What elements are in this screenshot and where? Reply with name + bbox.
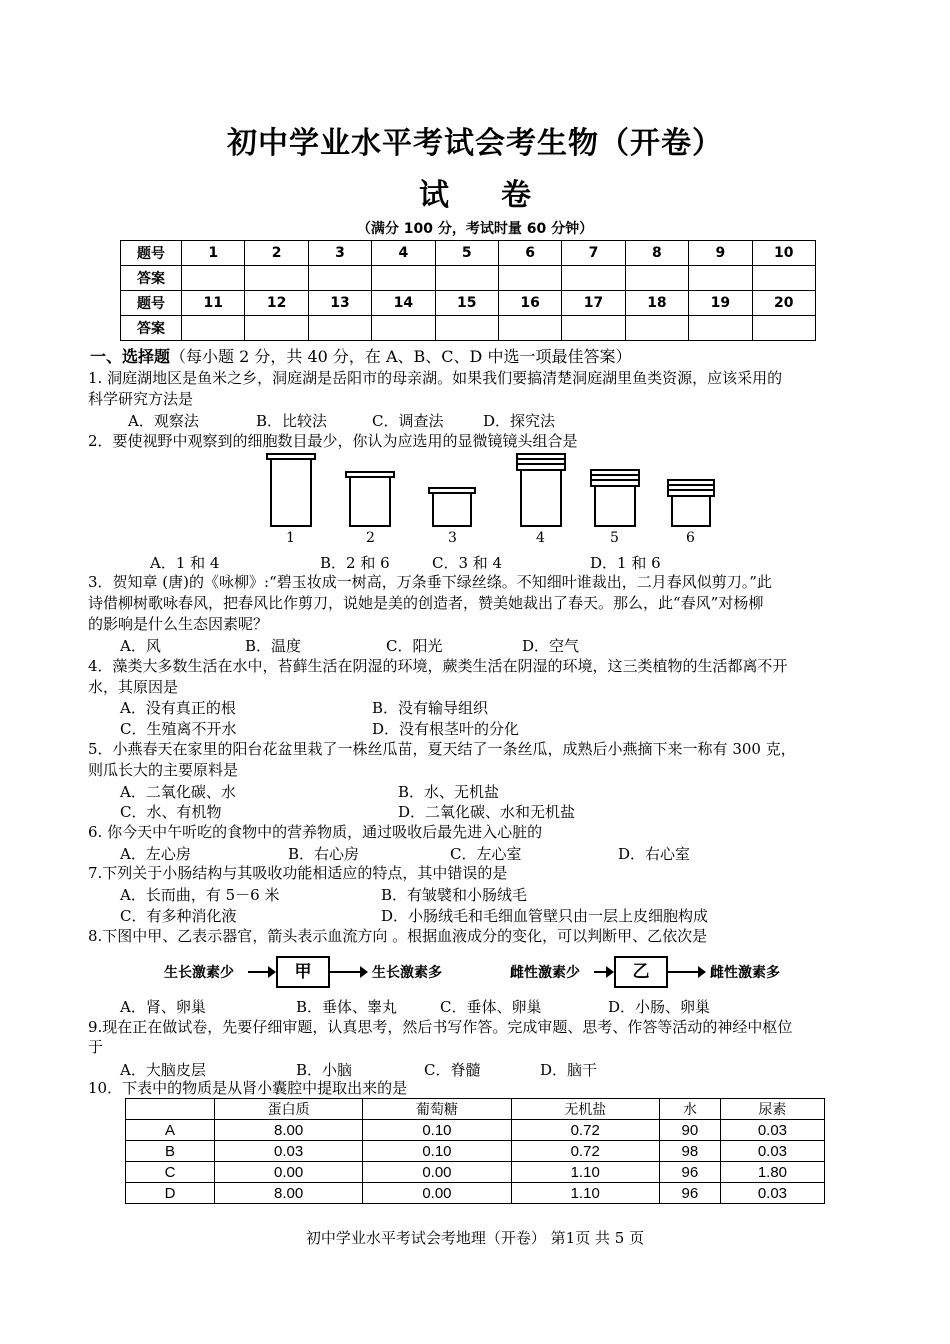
grid-number: 9 [689, 241, 752, 266]
q8-option-a[interactable]: A．肾、卵巢 [120, 998, 206, 1016]
table-cell: 0.10 [363, 1120, 511, 1141]
q8-stem: 8.下图中甲、乙表示器官，箭头表示血流方向 。根据血液成分的变化，可以判断甲、乙依次是 [88, 927, 708, 945]
microscope-lens-figure [0, 450, 950, 550]
answer-grid-row [121, 291, 816, 316]
q2-option-a[interactable]: A．1 和 4 [150, 554, 220, 572]
q1-stem-line2: 科学研究方法是 [88, 390, 194, 408]
q3-stem-line1: 3．贺知章 (唐)的《咏柳》:“碧玉妆成一树高，万条垂下绿丝绦。不知细叶谁裁出，二月春风似剪刀。”此 [88, 573, 772, 591]
grid-number: 8 [625, 241, 688, 266]
grid-number: 3 [308, 241, 371, 266]
answer-cell[interactable] [752, 316, 815, 341]
section-heading [90, 344, 631, 367]
answer-cell[interactable] [625, 316, 688, 341]
table-cell: C [126, 1162, 215, 1183]
q8-option-c[interactable]: C．垂体、卵巢 [440, 998, 542, 1016]
grid-number: 18 [625, 291, 688, 316]
q5-option-c[interactable]: C．水、有机物 [120, 803, 222, 821]
q1-option-d[interactable]: D．探究法 [483, 412, 556, 430]
grid-number: 15 [435, 291, 498, 316]
q3-stem-line2: 诗借柳树歌咏春风，把春风比作剪刀，说她是美的创造者，赞美她裁出了春天。那么，此“春风”对杨柳 [88, 594, 764, 612]
table-header: 无机盐 [511, 1099, 659, 1120]
grid-number: 2 [245, 241, 308, 266]
q8-option-b[interactable]: B．垂体、睾丸 [296, 998, 398, 1016]
table-cell: 0.03 [720, 1183, 824, 1204]
q6-stem: 6. 你今天中午听吃的食物中的营养物质，通过吸收后最先进入心脏的 [88, 823, 543, 841]
exam-subtitle [0, 170, 950, 214]
answer-grid-row [121, 266, 816, 291]
table-cell: 98 [659, 1141, 720, 1162]
hormone-flow-diagram [0, 956, 950, 990]
q3-option-a[interactable]: A．风 [120, 637, 161, 655]
table-cell: 0.03 [215, 1141, 363, 1162]
answer-cell[interactable] [372, 316, 435, 341]
q7-option-b[interactable]: B．有皱襞和小肠绒毛 [381, 886, 528, 904]
q7-option-a[interactable]: A．长而曲，有 5－6 米 [120, 886, 280, 904]
q6-option-a[interactable]: A．左心房 [120, 845, 191, 863]
grid-number: 11 [182, 291, 245, 316]
answer-cell[interactable] [689, 266, 752, 291]
table-header: 水 [659, 1099, 720, 1120]
q3-option-d[interactable]: D．空气 [522, 637, 580, 655]
table-cell: A [126, 1120, 215, 1141]
grid-number: 4 [372, 241, 435, 266]
table-cell: B [126, 1141, 215, 1162]
table-header [126, 1099, 215, 1120]
table-cell: 0.03 [720, 1141, 824, 1162]
q4-stem-line1: 4．藻类大多数生活在水中，苔藓生活在阴湿的环境，蕨类生活在阴湿的环境，这三类植物的生活都离不开 [88, 657, 788, 675]
q5-stem-line2: 则瓜长大的主要原料是 [88, 761, 239, 779]
q5-option-b[interactable]: B．水、无机盐 [398, 783, 500, 801]
lens-6-icon [672, 496, 710, 526]
exam-title: 初中学业水平考试会考生物（开卷） [227, 126, 723, 161]
q1-stem-line1: 1. 洞庭湖地区是鱼米之乡，洞庭湖是岳阳市的母亲湖。如果我们要搞清楚洞庭湖里鱼类资源，应该采用的 [88, 369, 783, 387]
table-header-row [126, 1099, 825, 1120]
answer-cell[interactable] [562, 316, 625, 341]
table-cell: 96 [659, 1183, 720, 1204]
answer-cell[interactable] [562, 266, 625, 291]
table-cell: 0.00 [363, 1162, 511, 1183]
answer-cell[interactable] [689, 316, 752, 341]
organ-jia-box: 甲 [276, 956, 330, 988]
lens-label: 6 [686, 530, 695, 546]
q7-option-c[interactable]: C．有多种消化液 [120, 907, 237, 925]
table-header: 尿素 [720, 1099, 824, 1120]
grid-number: 1 [182, 241, 245, 266]
q5-option-a[interactable]: A．二氧化碳、水 [120, 783, 236, 801]
q5-stem-line1: 5．小燕春天在家里的阳台花盆里栽了一株丝瓜苗，夏天结了一条丝瓜，成熟后小燕摘下来一称有 300 克， [88, 740, 796, 758]
table-cell: D [126, 1183, 215, 1204]
q1-option-b[interactable]: B．比较法 [256, 412, 328, 430]
q9-option-d[interactable]: D．脑干 [540, 1061, 598, 1079]
grid-number: 20 [752, 291, 815, 316]
q2-stem: 2．要使视野中观察到的细胞数目最少，你认为应选用的显微镜镜头组合是 [88, 432, 578, 450]
table-cell: 8.00 [215, 1183, 363, 1204]
lens-4-icon [521, 470, 561, 526]
section-title: 一、选择题 [90, 347, 171, 366]
table-row [126, 1183, 825, 1204]
lens-label: 5 [610, 530, 619, 546]
table-cell: 96 [659, 1162, 720, 1183]
q6-option-b[interactable]: B．右心房 [288, 845, 360, 863]
flow-label: 生长激素多 [372, 965, 442, 981]
q4-stem-line2: 水，其原因是 [88, 678, 179, 696]
answer-cell[interactable] [435, 316, 498, 341]
table-header: 蛋白质 [215, 1099, 363, 1120]
answer-cell[interactable] [498, 316, 561, 341]
table-header: 葡萄糖 [363, 1099, 511, 1120]
lens-3-icon [433, 492, 471, 526]
q3-option-b[interactable]: B．温度 [245, 637, 302, 655]
q7-stem: 7.下列关于小肠结构与其吸收功能相适应的特点，其中错误的是 [88, 864, 508, 882]
grid-label: 题号 [121, 291, 182, 316]
answer-cell[interactable] [308, 316, 371, 341]
table-cell: 1.10 [511, 1183, 659, 1204]
organ-yi-box: 乙 [614, 956, 668, 988]
answer-cell[interactable] [245, 316, 308, 341]
arrow-right-icon [248, 971, 274, 973]
table-cell: 1.80 [720, 1162, 824, 1183]
table-cell: 0.10 [363, 1141, 511, 1162]
answer-cell[interactable] [245, 266, 308, 291]
grid-number: 17 [562, 291, 625, 316]
table-cell: 0.03 [720, 1120, 824, 1141]
lens-1-icon [271, 458, 311, 526]
subtitle-char-1: 试 [419, 178, 449, 213]
answer-cell[interactable] [308, 266, 371, 291]
answer-cell[interactable] [752, 266, 815, 291]
q4-option-d[interactable]: D．没有根茎叶的分化 [372, 720, 520, 738]
q2-option-b[interactable]: B．2 和 6 [320, 554, 390, 572]
lens-label: 4 [536, 530, 545, 546]
lens-label: 3 [448, 530, 457, 546]
answer-cell[interactable] [182, 266, 245, 291]
q4-option-b[interactable]: B．没有输导组织 [372, 699, 489, 717]
table-cell: 90 [659, 1120, 720, 1141]
subtitle-char-2: 卷 [501, 178, 531, 213]
table-cell: 0.72 [511, 1141, 659, 1162]
table-row [126, 1141, 825, 1162]
grid-number: 12 [245, 291, 308, 316]
flow-label: 雌性激素多 [710, 965, 780, 981]
q7-option-d[interactable]: D．小肠绒毛和毛细血管壁只由一层上皮细胞构成 [381, 907, 709, 925]
table-cell: 0.72 [511, 1120, 659, 1141]
lens-5-icon [595, 486, 635, 526]
q6-option-d[interactable]: D．右心室 [618, 845, 691, 863]
table-cell: 0.00 [215, 1162, 363, 1183]
q9-option-a[interactable]: A．大脑皮层 [120, 1061, 206, 1079]
q9-option-b[interactable]: B．小脑 [296, 1061, 353, 1079]
grid-label: 题号 [121, 241, 182, 266]
grid-number: 16 [498, 291, 561, 316]
arrow-right-icon [668, 971, 704, 973]
grid-label: 答案 [121, 266, 182, 291]
table-cell: 8.00 [215, 1120, 363, 1141]
answer-cell[interactable] [372, 266, 435, 291]
flow-label: 雌性激素少 [510, 965, 580, 981]
answer-grid [120, 240, 816, 341]
answer-grid-row [121, 241, 816, 266]
q1-option-c[interactable]: C．调查法 [372, 412, 444, 430]
q4-option-a[interactable]: A．没有真正的根 [120, 699, 236, 717]
page-footer: 初中学业水平考试会考地理（开卷） 第1页 共 5 页 [305, 1229, 645, 1247]
lens-2-icon [350, 476, 390, 526]
grid-number: 14 [372, 291, 435, 316]
grid-number: 7 [562, 241, 625, 266]
table-row [126, 1162, 825, 1183]
grid-number: 13 [308, 291, 371, 316]
table-cell: 1.10 [511, 1162, 659, 1183]
answer-cell[interactable] [182, 316, 245, 341]
q3-option-c[interactable]: C．阳光 [386, 637, 443, 655]
answer-cell[interactable] [625, 266, 688, 291]
exam-note: （满分 100 分，考试时量 60 分钟） [356, 221, 594, 237]
q2-option-d[interactable]: D．1 和 6 [590, 554, 661, 572]
answer-cell[interactable] [498, 266, 561, 291]
lens-label: 1 [286, 530, 295, 546]
section-desc: （每小题 2 分，共 40 分，在 A、B、C、D 中选一项最佳答案） [170, 347, 632, 366]
grid-number: 5 [435, 241, 498, 266]
answer-grid-row [121, 316, 816, 341]
arrow-right-icon [330, 971, 366, 973]
arrow-right-icon [594, 971, 612, 973]
q10-stem: 10．下表中的物质是从肾小囊腔中提取出来的是 [88, 1079, 408, 1097]
q3-stem-line3: 的影响是什么生态因素呢？ [88, 615, 269, 633]
flow-label: 生长激素少 [164, 965, 234, 981]
grid-number: 19 [689, 291, 752, 316]
table-row [126, 1120, 825, 1141]
grid-number: 10 [752, 241, 815, 266]
table-cell: 0.00 [363, 1183, 511, 1204]
grid-label: 答案 [121, 316, 182, 341]
answer-cell[interactable] [435, 266, 498, 291]
q9-stem-line2: 于 [88, 1038, 104, 1056]
q9-option-c[interactable]: C．脊髓 [424, 1061, 481, 1079]
q4-option-c[interactable]: C．生殖离不开水 [120, 720, 237, 738]
q1-option-a[interactable]: A．观察法 [128, 412, 199, 430]
q5-option-d[interactable]: D．二氧化碳、水和无机盐 [398, 803, 576, 821]
kidney-substance-table [125, 1098, 825, 1204]
q6-option-c[interactable]: C．左心室 [450, 845, 522, 863]
lens-label: 2 [366, 530, 375, 546]
q8-option-d[interactable]: D．小肠、卵巢 [608, 998, 711, 1016]
q9-stem-line1: 9.现在正在做试卷，先要仔细审题，认真思考，然后书写作答。完成审题、思考、作答等活动的神经中枢位 [88, 1018, 793, 1036]
q2-option-c[interactable]: C．3 和 4 [432, 554, 503, 572]
grid-number: 6 [498, 241, 561, 266]
